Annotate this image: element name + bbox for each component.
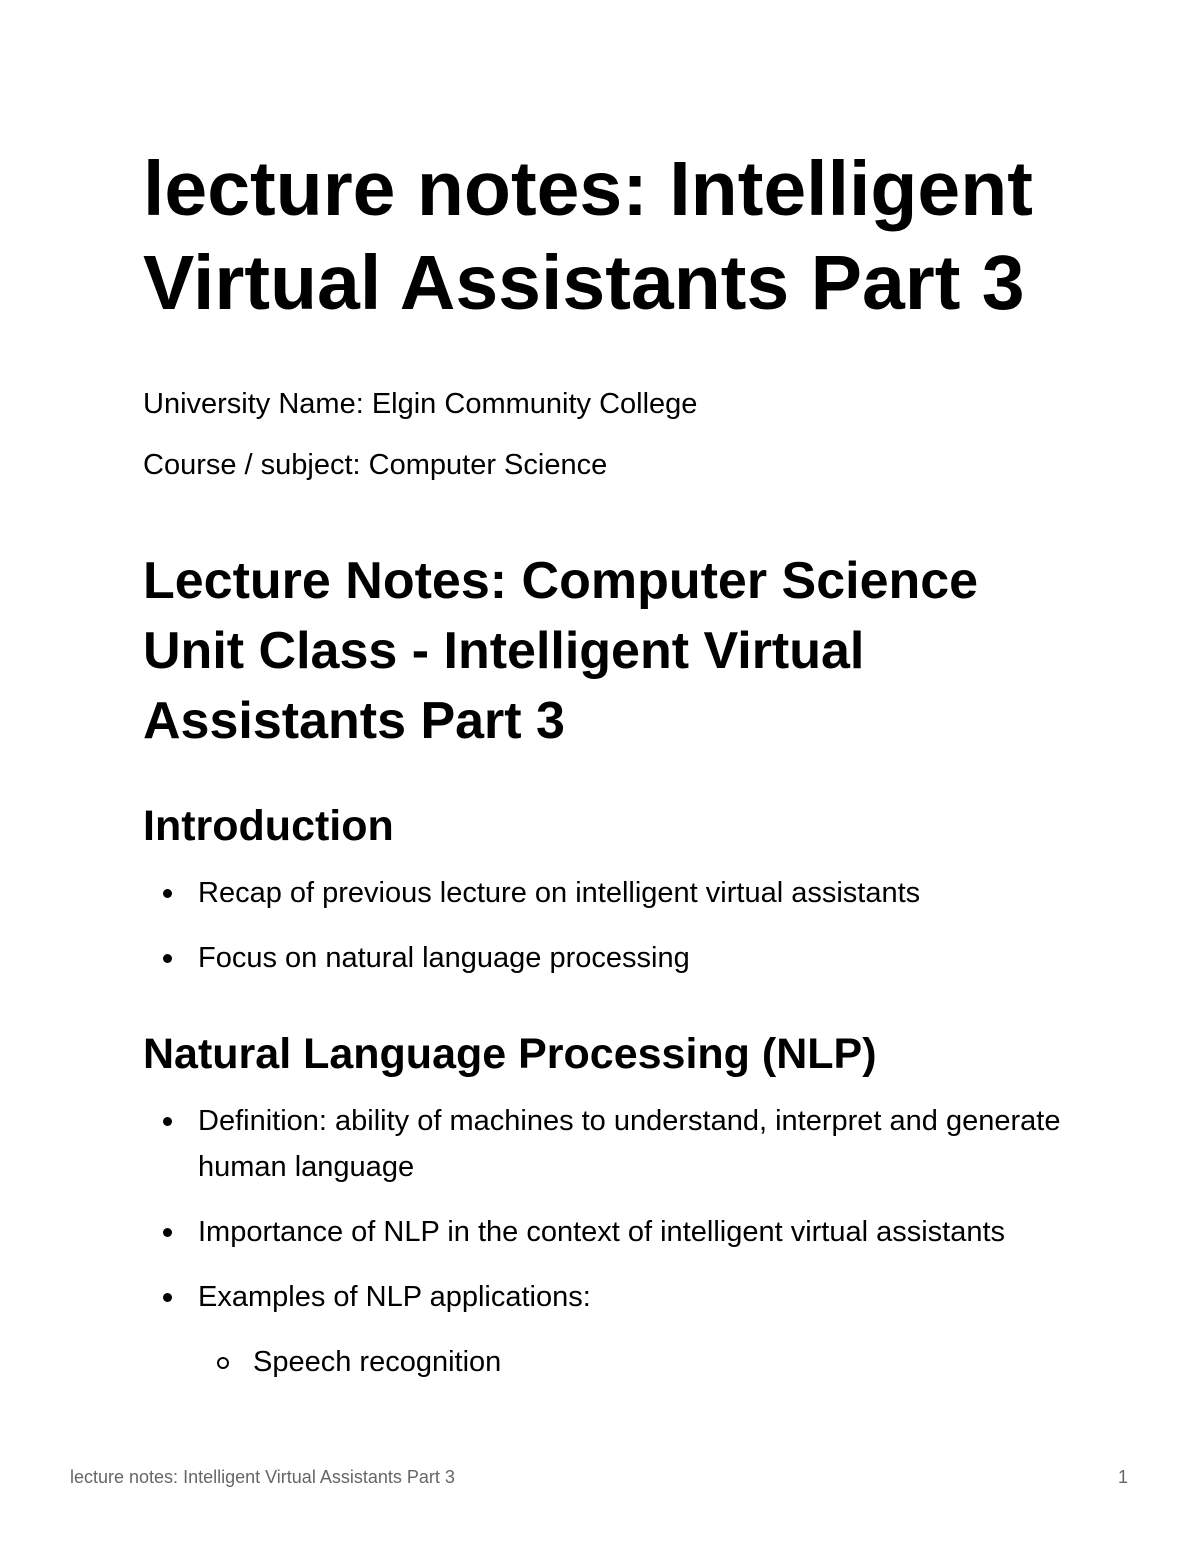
list-item — [143, 870, 1073, 916]
section-heading-nlp: Natural Language Processing (NLP) — [143, 1030, 877, 1078]
introduction-list — [143, 870, 1073, 1000]
sub-list-item — [143, 1339, 1073, 1385]
bullet-icon — [163, 1293, 172, 1302]
list-item — [143, 935, 1073, 981]
bullet-icon — [163, 889, 172, 898]
bullet-icon — [163, 954, 172, 963]
university-name: University Name: Elgin Community College — [143, 388, 698, 420]
list-item — [143, 1098, 1073, 1190]
bullet-icon — [163, 1117, 172, 1126]
hollow-bullet-icon — [217, 1357, 229, 1369]
list-item-text: Importance of NLP in the context of intelligent virtual assistants — [198, 1216, 1006, 1248]
sub-list-item-text: Speech recognition — [253, 1346, 502, 1378]
lecture-heading: Lecture Notes: Computer Science Unit Class - Intelligent Virtual Assistants Part 3 — [143, 552, 979, 750]
document-title: lecture notes: Intelligent Virtual Assistants Part 3 — [143, 146, 1033, 326]
list-item-text: Definition: ability of machines to understand, interpret and generate human language — [198, 1105, 1061, 1183]
section-heading-introduction: Introduction — [143, 802, 394, 850]
list-item-text: Recap of previous lecture on intelligent virtual assistants — [198, 877, 921, 909]
list-item-text: Examples of NLP applications: — [198, 1281, 591, 1313]
nlp-list — [143, 1098, 1073, 1404]
course-subject: Course / subject: Computer Science — [143, 449, 608, 481]
list-item-text: Focus on natural language processing — [198, 942, 690, 974]
bullet-icon — [163, 1228, 172, 1237]
list-item — [143, 1274, 1073, 1320]
list-item — [143, 1209, 1073, 1255]
page-number: 1 — [1117, 1467, 1128, 1487]
footer-title: lecture notes: Intelligent Virtual Assistants Part 3 — [70, 1467, 455, 1487]
